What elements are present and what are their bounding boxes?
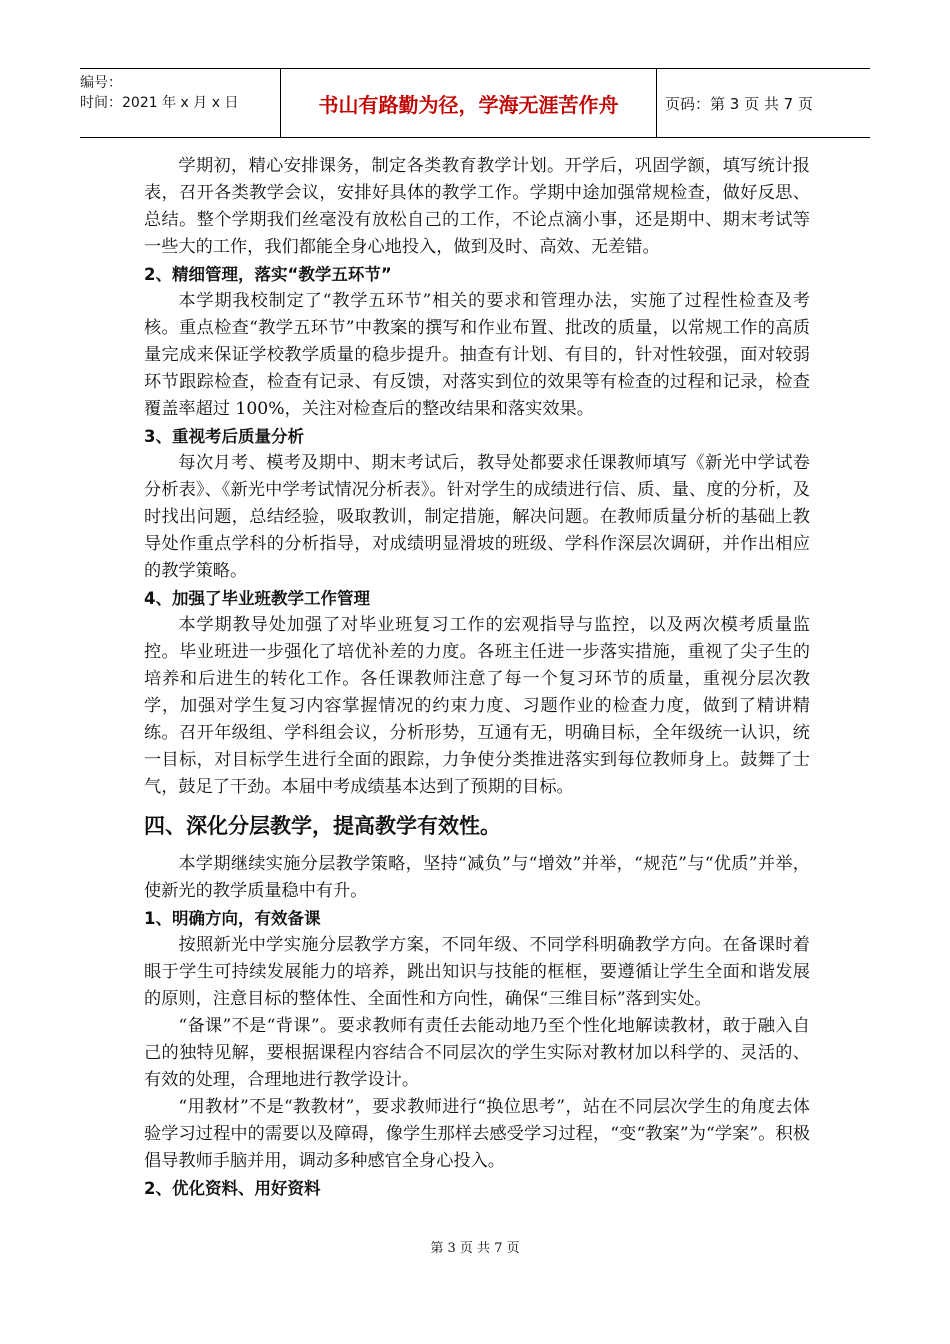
paragraph: “用教材”不是“教教材”，要求教师进行“换位思考”，站在不同层次学生的角度去体验学习过程中的需要以及障碍，像学生那样去感受学习过程，“变“教案”为“学案”。积极倡导教师手脑并用，调动多种感官全身心投入。 [144, 1097, 810, 1171]
header-page-info: 页码：第 3 页 共 7 页 [665, 94, 813, 113]
section-heading: 3、重视考后质量分析 [144, 427, 304, 446]
paragraph: 按照新光中学实施分层教学方案，不同年级、不同学科明确教学方向。在备课时着眼于学生可持续发展能力的培养，跳出知识与技能的框框，要遵循让学生全面和谐发展的原则，注意目标的整体性、全面性和方向性，确保“三维目标”落到实处。 [144, 935, 810, 1009]
document-body [144, 153, 810, 1202]
page-footer: 第 3 页 共 7 页 [430, 1241, 520, 1256]
paragraph: 本学期继续实施分层教学策略，坚持“减负”与“增效”并举，“规范”与“优质”并举，使新光的教学质量稳中有升。 [144, 854, 810, 901]
header-meta [80, 69, 281, 137]
section-heading: 4、加强了毕业班教学工作管理 [144, 589, 370, 608]
header-motto: 书山有路勤为径，学海无涯苦作舟 [281, 69, 657, 137]
paragraph: “备课”不是“背课”。要求教师有责任去能动地乃至个性化地解读教材，敢于融入自己的独特见解，要根据课程内容结合不同层次的学生实际对教材加以科学的、灵活的、有效的处理，合理地进行教学设计。 [144, 1016, 810, 1090]
page-header [80, 68, 870, 138]
number-label: 编号： [80, 75, 122, 91]
paragraph: 学期初，精心安排课务，制定各类教育教学计划。开学后，巩固学额，填写统计报表，召开各类教学会议，安排好具体的教学工作。学期中途加强常规检查，做好反思、总结。整个学期我们丝毫没有放松自己的工作，不论点滴小事，还是期中、期末考试等一些大的工作，我们都能全身心地投入，做到及时、高效、无差错。 [144, 156, 810, 257]
paragraph: 本学期我校制定了“教学五环节”相关的要求和管理办法，实施了过程性检查及考核。重点检查“教学五环节”中教案的撰写和作业布置、批改的质量，以常规工作的高质量完成来保证学校教学质量的稳步提升。抽查有计划、有目的，针对性较强，面对较弱环节跟踪检查，检查有记录、有反馈，对落实到位的效果等有检查的过程和记录，检查覆盖率超过 100%，关注对检查后的整改结果和落实效果。 [144, 291, 810, 419]
time-label: 时间：2021 年 x 月 x 日 [80, 95, 239, 111]
paragraph: 每次月考、模考及期中、期末考试后，教导处都要求任课教师填写《新光中学试卷分析表》、《新光中学考试情况分析表》。针对学生的成绩进行信、质、量、度的分析，及时找出问题，总结经验，吸取教训，制定措施，解决问题。在教师质量分析的基础上教导处作重点学科的分析指导，对成绩明显滑坡的班级、学科作深层次调研，并作出相应的教学策略。 [144, 453, 810, 581]
section-heading: 1、明确方向，有效备课 [144, 909, 321, 928]
section-heading: 2、精细管理，落实“教学五环节” [144, 265, 392, 284]
section-heading: 2、优化资料、用好资料 [144, 1179, 321, 1198]
chapter-heading: 四、深化分层教学，提高教学有效性。 [144, 814, 501, 838]
paragraph: 本学期教导处加强了对毕业班复习工作的宏观指导与监控，以及两次模考质量监控。毕业班进一步强化了培优补差的力度。各班主任进一步落实措施，重视了尖子生的培养和后进生的转化工作。各任课教师注意了每一个复习环节的质量，重视分层次教学，加强对学生复习内容掌握情况的约束力度、习题作业的检查力度，做到了精讲精练。召开年级组、学科组会议，分析形势，互通有无，明确目标，全年级统一认识，统一目标，对目标学生进行全面的跟踪，力争使分类推进落实到每位教师身上。鼓舞了士气，鼓足了干劲。本届中考成绩基本达到了预期的目标。 [144, 615, 810, 797]
